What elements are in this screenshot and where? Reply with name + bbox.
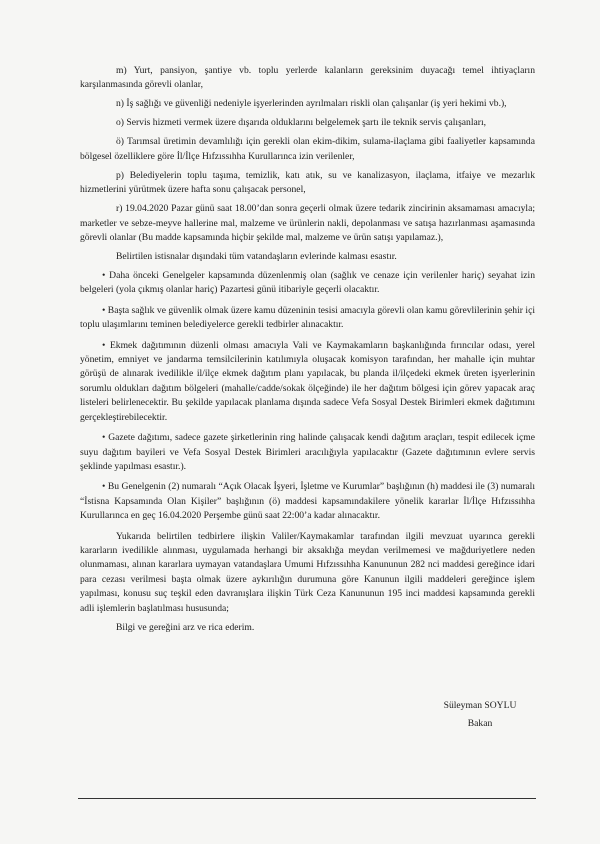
signatory-name: Süleyman SOYLU [443,700,517,711]
bullet-newspaper-distribution: • Gazete dağıtımı, sadece gazete şirketlerinin ring halinde çalışacak kendi dağıtım araçları, tespit edilecek içme suyu dağıtım bayileri ve Vefa Sosyal Destek Birimleri aracılığıyla yapılacaktır (Gazete dağıtımının evlere servis şeklinde yapılması esastır.). [80,432,535,472]
signature-block [430,697,530,733]
bullet-bread-distribution: • Ekmek dağıtımının düzenli olması amacıyla Vali ve Kaymakamların başkanlığında fırıncılar odası, yerel yönetim, emniyet ve jandarma temsilcilerinin katılımıyla oluşacak komisyon tarafından, her mahalle için muhtar görüşü de alınarak ivedilikle il/ilçe ekmek dağıtım planı yapılacak, bu planda il/ilçedeki ekmek üreten işyerlerinin sorumlu oldukları dağıtım bölgeleri (mahalle/cadde/sokak ölçeğinde) ile her dağıtım bölgesi için görev yapacak araç listeleri belirlenecektir. Bu şekilde yapılacak planlama dışında sadece Vefa Sosyal Destek Birimleri ekmek dağıtımını gerçekleştirebilecektir. [80,339,535,423]
item-n: n) İş sağlığı ve güvenliği nedeniyle işyerlerinden ayrılmaları riskli olan çalışanlar (iş yeri hekimi vb.), [116,98,507,110]
closing-paragraph: Yukarıda belirtilen tedbirlere ilişkin Valiler/Kaymakamlar tarafından ilgili mevzuat uyarınca gerekli kararların ivedilikle alınması, uygulamada herhangi bir aksaklığa meydan verilmemesi ve mağduriyetlere neden olunmaması, alınan kararlara uymayan vatandaşlara Umumi Hıfzıssıhha Kanununun 282 nci maddesi gereğince idari para cezası verilmesi başta olmak üzere aykırılığın durumuna göre Kanunun ilgili maddeleri gereğince işlem yapılması, konusu suç teşkil eden davranışlara ilişkin Türk Ceza Kanununun 195 inci maddesi kapsamında gerekli adli işlemlerin başlatılması hususunda; [80,530,535,614]
item-r: r) 19.04.2020 Pazar günü saat 18.00’dan sonra geçerli olmak üzere tedarik zincirinin aksamaması amacıyla; marketler ve sebze-meyve hallerine mal, malzeme ve ürünlerin nakli, depolanması ve satışa hazırlanması aşamasında görevli olanlar (Bu madde kapsamında hiçbir şekilde mal, malzeme ve ürün satışı yapılamaz.), [80,203,535,244]
item-o-umlaut: ö) Tarımsal üretimin devamlılığı için gerekli olan ekim-dikim, sulama-ilaçlama gibi faaliyetler kapsamında bölgesel özelliklere göre İl/İlçe Hıfzıssıhha Kurullarınca izin verilenler, [80,136,535,162]
footer-divider [78,798,536,799]
closing-request: Bilgi ve gereğini arz ve rica ederim. [116,621,255,633]
exceptions-note: Belirtilen istisnalar dışındaki tüm vatandaşların evlerinde kalması esastır. [116,251,397,263]
signatory-title: Bakan [467,718,493,729]
bullet-travel-permits: • Daha önceki Genelgeler kapsamında düzenlenmiş olan (sağlık ve cenaze için verilenler hariç) seyahat izin belgeleri (yola çıkmış olanlar hariç) Pazartesi günü itibariyle geçerli olacaktır. [80,270,535,296]
bullet-public-transport: • Başta sağlık ve güvenlik olmak üzere kamu düzeninin tesisi amacıyla görevli olan kamu görevlilerinin şehir içi toplu ulaşımlarını teminen belediyelerce gerekli tedbirler alınacaktır. [80,304,535,331]
item-o: o) Servis hizmeti vermek üzere dışarıda olduklarını belgelemek şartı ile teknik servis çalışanları, [116,117,487,129]
document-body [80,64,535,640]
bullet-board-decisions: • Bu Genelgenin (2) numaralı “Açık Olacak İşyeri, İşletme ve Kurumlar” başlığının (h) maddesi ile (3) numaralı “İstisna Kapsamında Olan Kişiler” başlığının (ö) maddesi kapsamındakilere yönelik kararlar İl/İlçe Hıfzıssıhha Kurullarınca en geç 16.04.2020 Perşembe günü saat 22:00’a kadar alınacaktır. [80,481,535,522]
item-p: p) Belediyelerin toplu taşıma, temizlik, katı atık, su ve kanalizasyon, ilaçlama, itfaiye ve mezarlık hizmetlerini yürütmek üzere hafta sonu çalışacak personel, [80,169,535,196]
item-m: m) Yurt, pansiyon, şantiye vb. toplu yerlerde kalanların gereksinim duyacağı temel ihtiyaçların karşılanmasında görevli olanlar, [80,65,535,91]
